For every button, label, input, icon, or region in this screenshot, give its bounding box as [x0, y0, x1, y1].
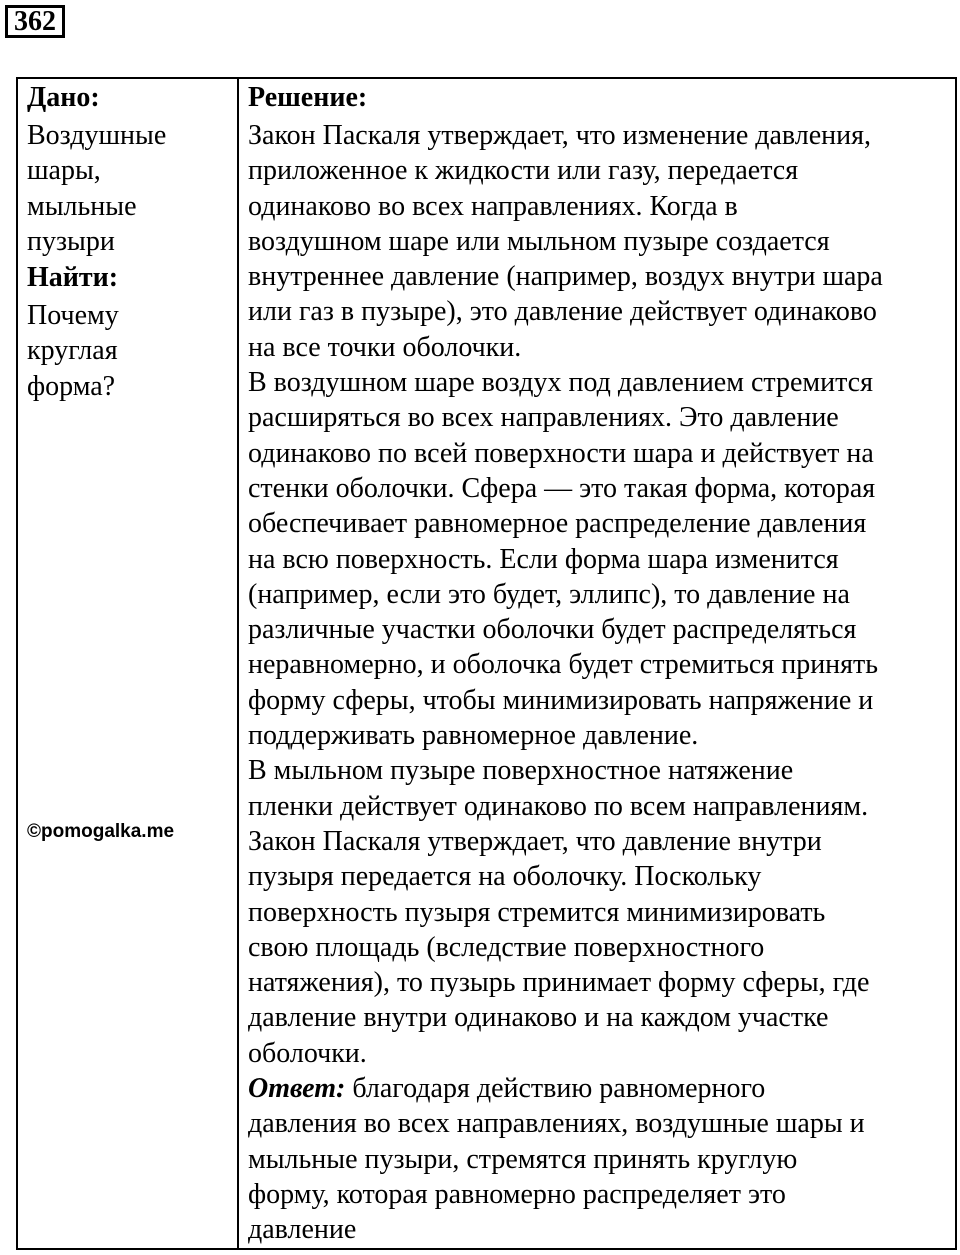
answer-paragraph: [248, 1071, 947, 1247]
problem-number-text: 362: [14, 5, 56, 37]
given-heading: Дано:: [27, 82, 100, 113]
find-heading: Найти:: [27, 262, 119, 294]
solution-table: [16, 77, 957, 1250]
find-text: Почему круглая форма?: [27, 300, 119, 402]
answer-text: благодаря действию равномерного давления во всех направлениях, воздушные шары и мыльные пузыри, стремятся принять круглую форму, которая равномерно распределяет это давление: [248, 1073, 865, 1246]
solution-paragraph-1: Закон Паскаля утверждает, что изменение давления, приложенное к жидкости или газу, передается одинаково во всех направлениях. Когда в воздушном шаре или мыльном пузыре создается внутреннее давление (например, воздух внутри шара или газ в пузыре), это давление действует одинаково на все точки оболочки.: [248, 120, 883, 363]
answer-label: Ответ:: [248, 1073, 346, 1105]
solution-heading: Решение:: [248, 82, 368, 113]
given-column: [18, 79, 239, 1248]
watermark: ©pomogalka.me: [27, 821, 175, 842]
solution-column: [239, 79, 955, 1248]
given-text: Воздушные шары, мыльные пузыри: [27, 120, 167, 257]
solution-paragraph-2: В воздушном шаре воздух под давлением стремится расширяться во всех направлениях. Это давление одинаково по всей поверхности шара и действует на стенки оболочки. Сфера — это такая форма, которая обеспечивает равномерное распределение давления на всю поверхность. Если форма шара изменится (например, если это будет, эллипс), то давление на различные участки оболочки будет распределяться неравномерно, и оболочка будет стремиться принять форму сферы, чтобы минимизировать напряжение и поддерживать равномерное давление.: [248, 367, 879, 752]
problem-number: [5, 5, 65, 38]
solution-paragraph-3: В мыльном пузыре поверхностное натяжение пленки действует одинаково по всем направлениям. Закон Паскаля утверждает, что давление внутри пузыря передается на оболочку. Поскольку поверхность пузыря стремится минимизировать свою площадь (вследствие поверхностного натяжения), то пузырь принимает форму сферы, где давление внутри одинаково и на каждом участке оболочки.: [248, 755, 870, 1069]
